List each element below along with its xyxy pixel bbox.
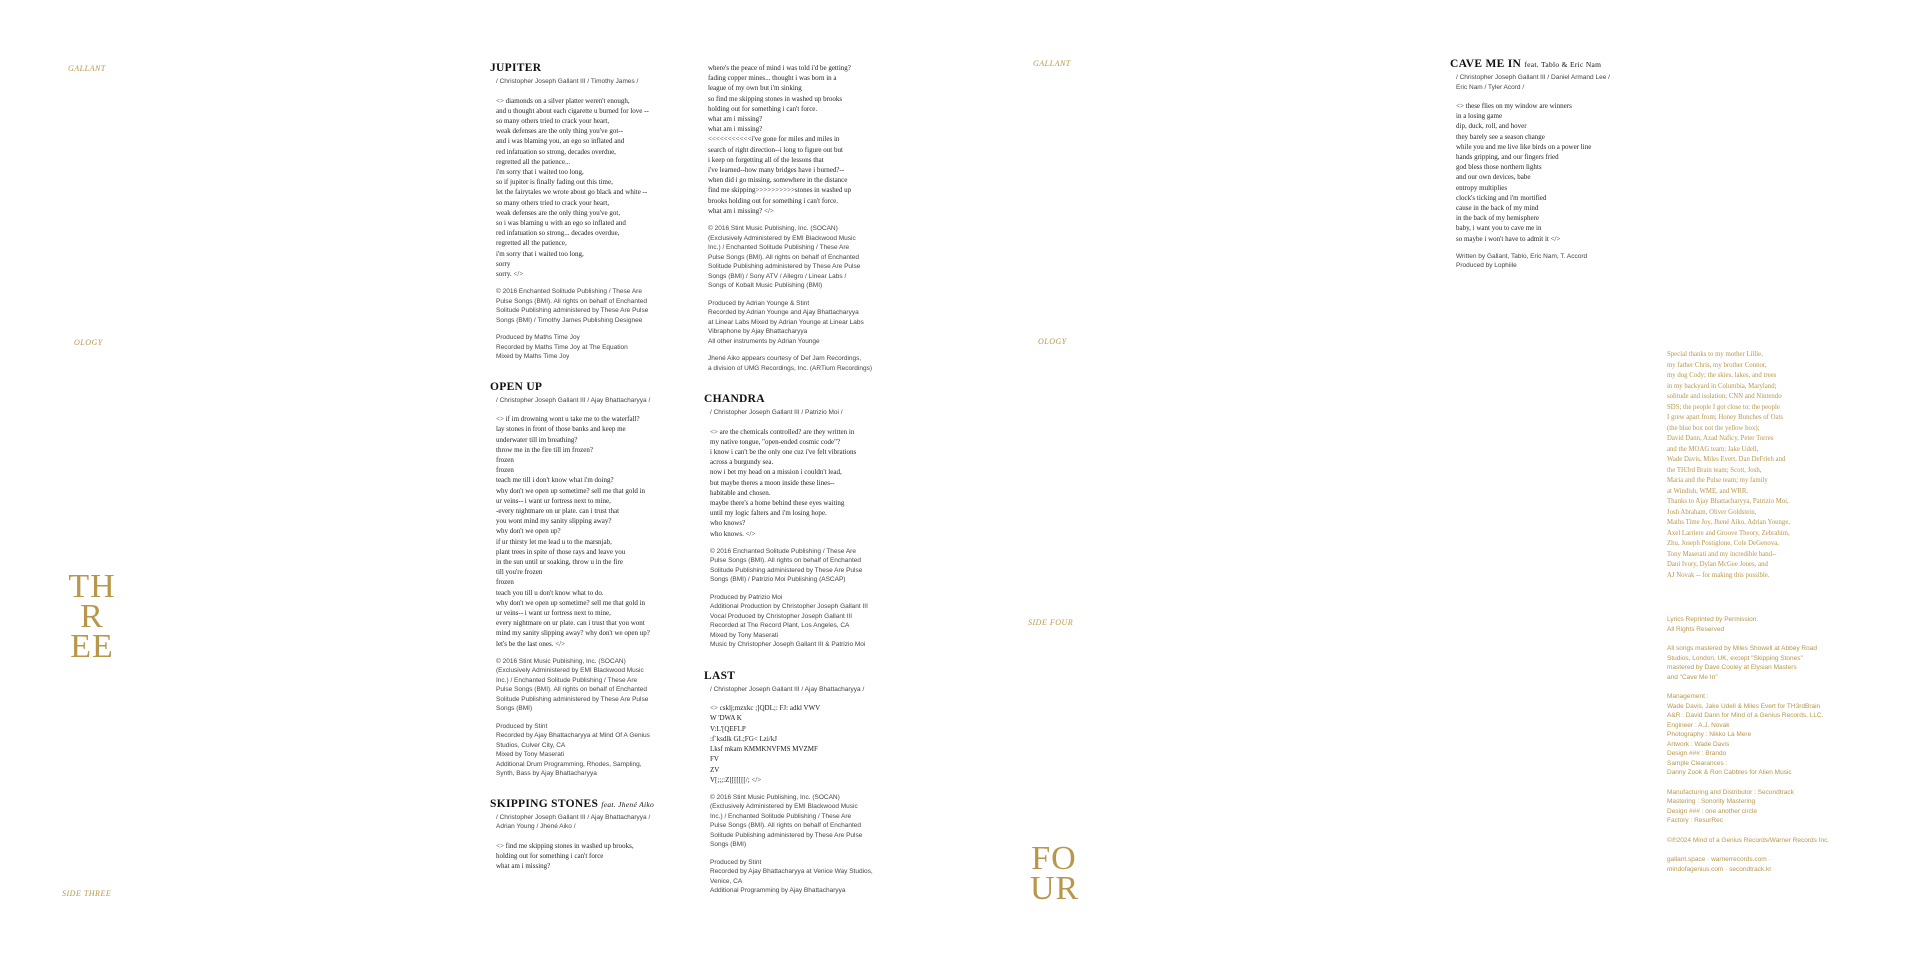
song-feat: feat. Jhené Aiko [601, 799, 655, 809]
three-title: TH R EE [68, 568, 116, 665]
song-jupiter [490, 62, 675, 362]
side-three-label: SIDE THREE [62, 889, 112, 898]
song-skipping-stones-cont [704, 63, 894, 373]
song-writers: / Christopher Joseph Gallant III / Daniel Armand Lee / Eric Nam / Tyler Acord / [1456, 74, 1610, 91]
gallant-label-left: GALLANT [68, 64, 106, 73]
song-last [704, 670, 894, 896]
column-3 [1450, 58, 1650, 281]
gallant-label-right: GALLANT [1033, 59, 1071, 68]
website-links: gallant.space · warnerrecords.com · mindofagenius.com · secondtrack.kr [1667, 856, 1772, 873]
song-production: Produced by Patrizio Moi Additional Production by Christopher Joseph Gallant III Vocal Produced by Christopher Joseph Gallant III Recorded at The Record Plant, Los Angeles, CA Mixed by Tony Maserati Music by Christopher Joseph Gallant III & Patrizio Moi [710, 593, 868, 649]
song-writers: / Christopher Joseph Gallant III / Ajay Bhattacharyya / [710, 685, 865, 693]
song-production: Produced by Adrian Younge & Stint Recorded by Adrian Younge and Ajay Bhattacharyya at Linear Labs Mixed by Adrian Younge at Linear Labs Vibraphone by Ajay Bhattacharyya All other instruments by Adrian Younge [708, 299, 864, 345]
song-courtesy: Jhené Aiko appears courtesy of Def Jam Recordings, a division of UMG Recordings, Inc. (ARTium Recordings) [708, 355, 873, 372]
manufacturing-credits: Manufacturing and Distributor : Secondtrack Mastering : Sonority Mastering Design ### : one another circle Factory : ResurRec [1667, 788, 1794, 824]
mastering-note: All songs mastered by Miles Showell at Abbey Road Studios, London, UK, except "Skipping Stones" mastered by Dave Cooley at Elysian Masters and "Cave Me In" [1667, 645, 1817, 681]
song-title: LAST [704, 669, 736, 682]
ology-label-left: OLOGY [74, 338, 103, 347]
song-copyright: © 2016 Enchanted Solitude Publishing / These Are Pulse Songs (BMI). All rights on behalf of Enchanted Solitude Publishing administered by These Are Pulse Songs (BMI) / Patrizio Moi Publishing (ASCAP) [710, 547, 863, 584]
column-1 [490, 62, 675, 881]
song-copyright: © 2016 Enchanted Solitude Publishing / These Are Pulse Songs (BMI). All rights on behalf of Enchanted Solitude Publishing administered by These Are Pulse Songs (BMI) / Timothy James Publishing Designee [496, 288, 649, 324]
song-lyrics: <> are the chemicals controlled? are they written in my native tongue, "open-ended cosmic code"? i know i can't be the only one cuz i've felt vibrations across a burgundy sea. now i bet my head on a mission i couldn't lead, but maybe theres a moon inside these lines-- habitable and chosen. maybe there's a home behind these eyes waiting until my logic falters and i'm losing hope. who knows? who knows. </> [710, 427, 857, 538]
four-title: FO UR [1030, 840, 1080, 907]
side-four-label: SIDE FOUR [1028, 618, 1074, 627]
song-production: Produced by Stint Recorded by Ajay Bhattacharyya at Mind Of A Genius Studios, Culver City, CA Mixed by Tony Maserati Additional Drum Programming, Rhodes, Sampling, Synth, Bass by Ajay Bhattacharyya [496, 722, 650, 778]
song-lyrics: <> csklj;mzxkc ;]QDL;: FJ: adkl VWV W 'DWA K V:L'[QEFLP :f`ksdlk GL;FG< Lzi/kJ Lksf mkam KMMKNVFMS MVZMF FV ZV V[;;;:Z[[[[[[[/; </> [710, 704, 821, 784]
column-4-notes [1667, 615, 1867, 884]
column-4-credits [1667, 350, 1867, 581]
song-title: JUPITER [490, 62, 542, 74]
song-lyrics: <> diamonds on a silver platter weren't enough, and u thought about each cigarette u burned for love -- so many others tried to crack your heart, weak defenses are the only thing you've got-- and i was blaming you, an ego so inflated and red infatuation so strong, decades overdue, regretted all the patience... i'm sorry that i waited too long, so if jupiter is finally fading out this time, let the fairytales we wrote about go black and white -- so many others tried to crack your heart, weak defenses are the only thing you've got, so i was blaming u with an ego so inflated and red infatuation so strong... decades overdue, regretted all the patience, i'm sorry that i waited too long, sorry sorry. </> [496, 96, 649, 278]
song-open-up [490, 381, 675, 779]
song-writers: / Christopher Joseph Gallant III / Ajay Bhattacharyya / Adrian Young / Jhené Aiko / [496, 813, 651, 831]
song-cave-me-in [1450, 58, 1650, 271]
column-2 [704, 63, 894, 906]
song-chandra [704, 393, 894, 650]
song-writers: / Christopher Joseph Gallant III / Patrizio Moi / [710, 409, 843, 417]
song-production: Produced by Stint Recorded by Ajay Bhattacharyya at Venice Way Studios, Venice, CA Additional Programming by Ajay Bhattacharyya [710, 858, 873, 895]
song-skipping-stones [490, 798, 675, 872]
song-production: Produced by Maths Time Joy Recorded by Maths Time Joy at The Equation Mixed by Maths Time Joy [496, 334, 628, 361]
song-title: OPEN UP [490, 380, 543, 393]
song-title: CHANDRA [704, 393, 765, 406]
song-lyrics: <> find me skipping stones in washed up brooks, holding out for something i can't force what am i missing? [496, 841, 634, 871]
song-copyright: © 2016 Stint Music Publishing, Inc. (SOCAN) (Exclusively Administered by EMI Blackwood Music Inc.) / Enchanted Solitude Publishing / These Are Pulse Songs (BMI). All rights on behalf of Enchanted Solitude Publishing administered by These Are Pulse Songs (BMI) / Sony ATV / Allegro / Linear Labs / Songs of Kobalt Music Publishing (BMI) [708, 225, 861, 290]
song-lyrics: <> if im drowning wont u take me to the waterfall? lay stones in front of those banks and keep me underwater till im breathing? throw me in the fire till im frozen? frozen frozen teach me till i don't know what i'm doing? why don't we open up sometime? sell me that gold in ur veins-- i want ur fortress next to mine, -every nightmare on ur plate. can i trust that you wont mind my sanity slipping away? why don't we open up? if ur thirsty let me lead u to the marsnjab, plant trees in spite of those rays and leave you in the sun until ur soaking, throw u in the fire till you're frozen frozen teach you till u don't know what to do. why don't we open up sometime? sell me that gold in ur veins-- i want ur fortress next to mine, every nightmare on ur plate. can i trust that you wont mind my sanity slipping away? why don't we open up? let's be the last ones. </> [496, 415, 650, 648]
song-copyright: © 2016 Stint Music Publishing, Inc. (SOCAN) (Exclusively Administered by EMI Blackwood Music Inc.) / Enchanted Solitude Publishing / These Are Pulse Songs (BMI). All rights on behalf of Enchanted Solitude Publishing administered by These Are Pulse Songs (BMI) [496, 657, 649, 713]
lyrics-rights: Lyrics Reprinted by Permission. All Rights Reserved [1667, 616, 1759, 633]
song-title: SKIPPING STONES feat. Jhené Aiko [490, 797, 655, 810]
song-writers: / Christopher Joseph Gallant III / Timothy James / [496, 78, 639, 85]
song-lyrics: where's the peace of mind i was told i'd be getting? fading copper mines... thought i was born in a league of my own but i'm sinking so find me skipping stones in washed up brooks holding out for something i can't force. what am i missing? what am i missing? <<<<<<<<<<<i've gone for miles and miles in search of right direction--i long to figure out but i keep on forgetting all of the lessons that i've learned--how many bridges have i burned?-- when did i go missing, somewhere in the distance find me skipping>>>>>>>>>>stones in washed up brooks holding out for something i can't force. what am i missing? </> [708, 64, 852, 215]
copyright-line: ©℗2024 Mind of a Genius Records/Warner Records Inc. [1667, 836, 1830, 844]
song-feat: feat. Tablo & Eric Nam [1524, 60, 1602, 69]
song-credits: Written by Gallant, Tablo, Eric Nam, T. Accord Produced by Lophiile [1456, 252, 1588, 270]
song-title: CAVE ME IN feat. Tablo & Eric Nam [1450, 58, 1602, 70]
ology-label-right: OLOGY [1038, 337, 1067, 346]
song-lyrics: <> these flies on my window are winners in a losing game dip, duck, roll, and hover they barely see a season change while you and me live like birds on a power line hands gripping, and our fingers fried god bless those northern lights and our own devices, babe entropy multiplies clock's ticking and i'm mortified cause in the back of my mind in the back of my hemisphere baby, i want you to cave me in so maybe i won't have to admit it </> [1456, 102, 1592, 243]
management-credits: Management : Wade Davis, Jake Udell & Miles Evert for TH3rdBrain A&R : David Dann for Mind of a Genius Records, LLC. Engineer : A.J. Novak Photography : Nikko La Mere Artwork : Wade Davis Design ### : Brando Sample Clearances : Danny Zook & Ron Cabbles for Alien Music [1667, 693, 1824, 776]
song-copyright: © 2016 Stint Music Publishing, Inc. (SOCAN) (Exclusively Administered by EMI Blackwood Music Inc.) / Enchanted Solitude Publishing / These Are Pulse Songs (BMI). All rights on behalf of Enchanted Solitude Publishing administered by These Are Pulse Songs (BMI) [710, 793, 863, 849]
song-writers: / Christopher Joseph Gallant III / Ajay Bhattacharyya / [496, 396, 651, 404]
special-thanks: Special thanks to my mother Lillie, my father Chris, my brother Connor, my dog Cody; the skies, lakes, and trees in my backyard in Columbia, Maryland; solitude and isolation; CNN and Nintendo SDS; the people I got close to; the people I grew apart from; Honey Bunches of Oats (the blue box not the yellow box); David Dann, Azad Naficy, Peter Torres and the MOAG team; Jake Udell, Wade Davis, Miles Evert, Dan DeFrieh and the TH3rd Brain team; Scott, Josh, Maria and the Pulse team; my family at Windish, WME, and WRR. Thanks to Ajay Bhattacharyya, Patrizio Moi, Josh Abraham, Oliver Goldstein, Maths Time Joy, Jhené Aiko, Adrian Younge, Axel Larriere and Groove Theory, Zebrahim, Zhu, Joseph Postiglone, Cole DeGenova, Tony Maserati and my incredible band-- Dani Ivory, Dylan McGee Jones, and AJ Novak -- for making this possible. [1667, 351, 1791, 579]
